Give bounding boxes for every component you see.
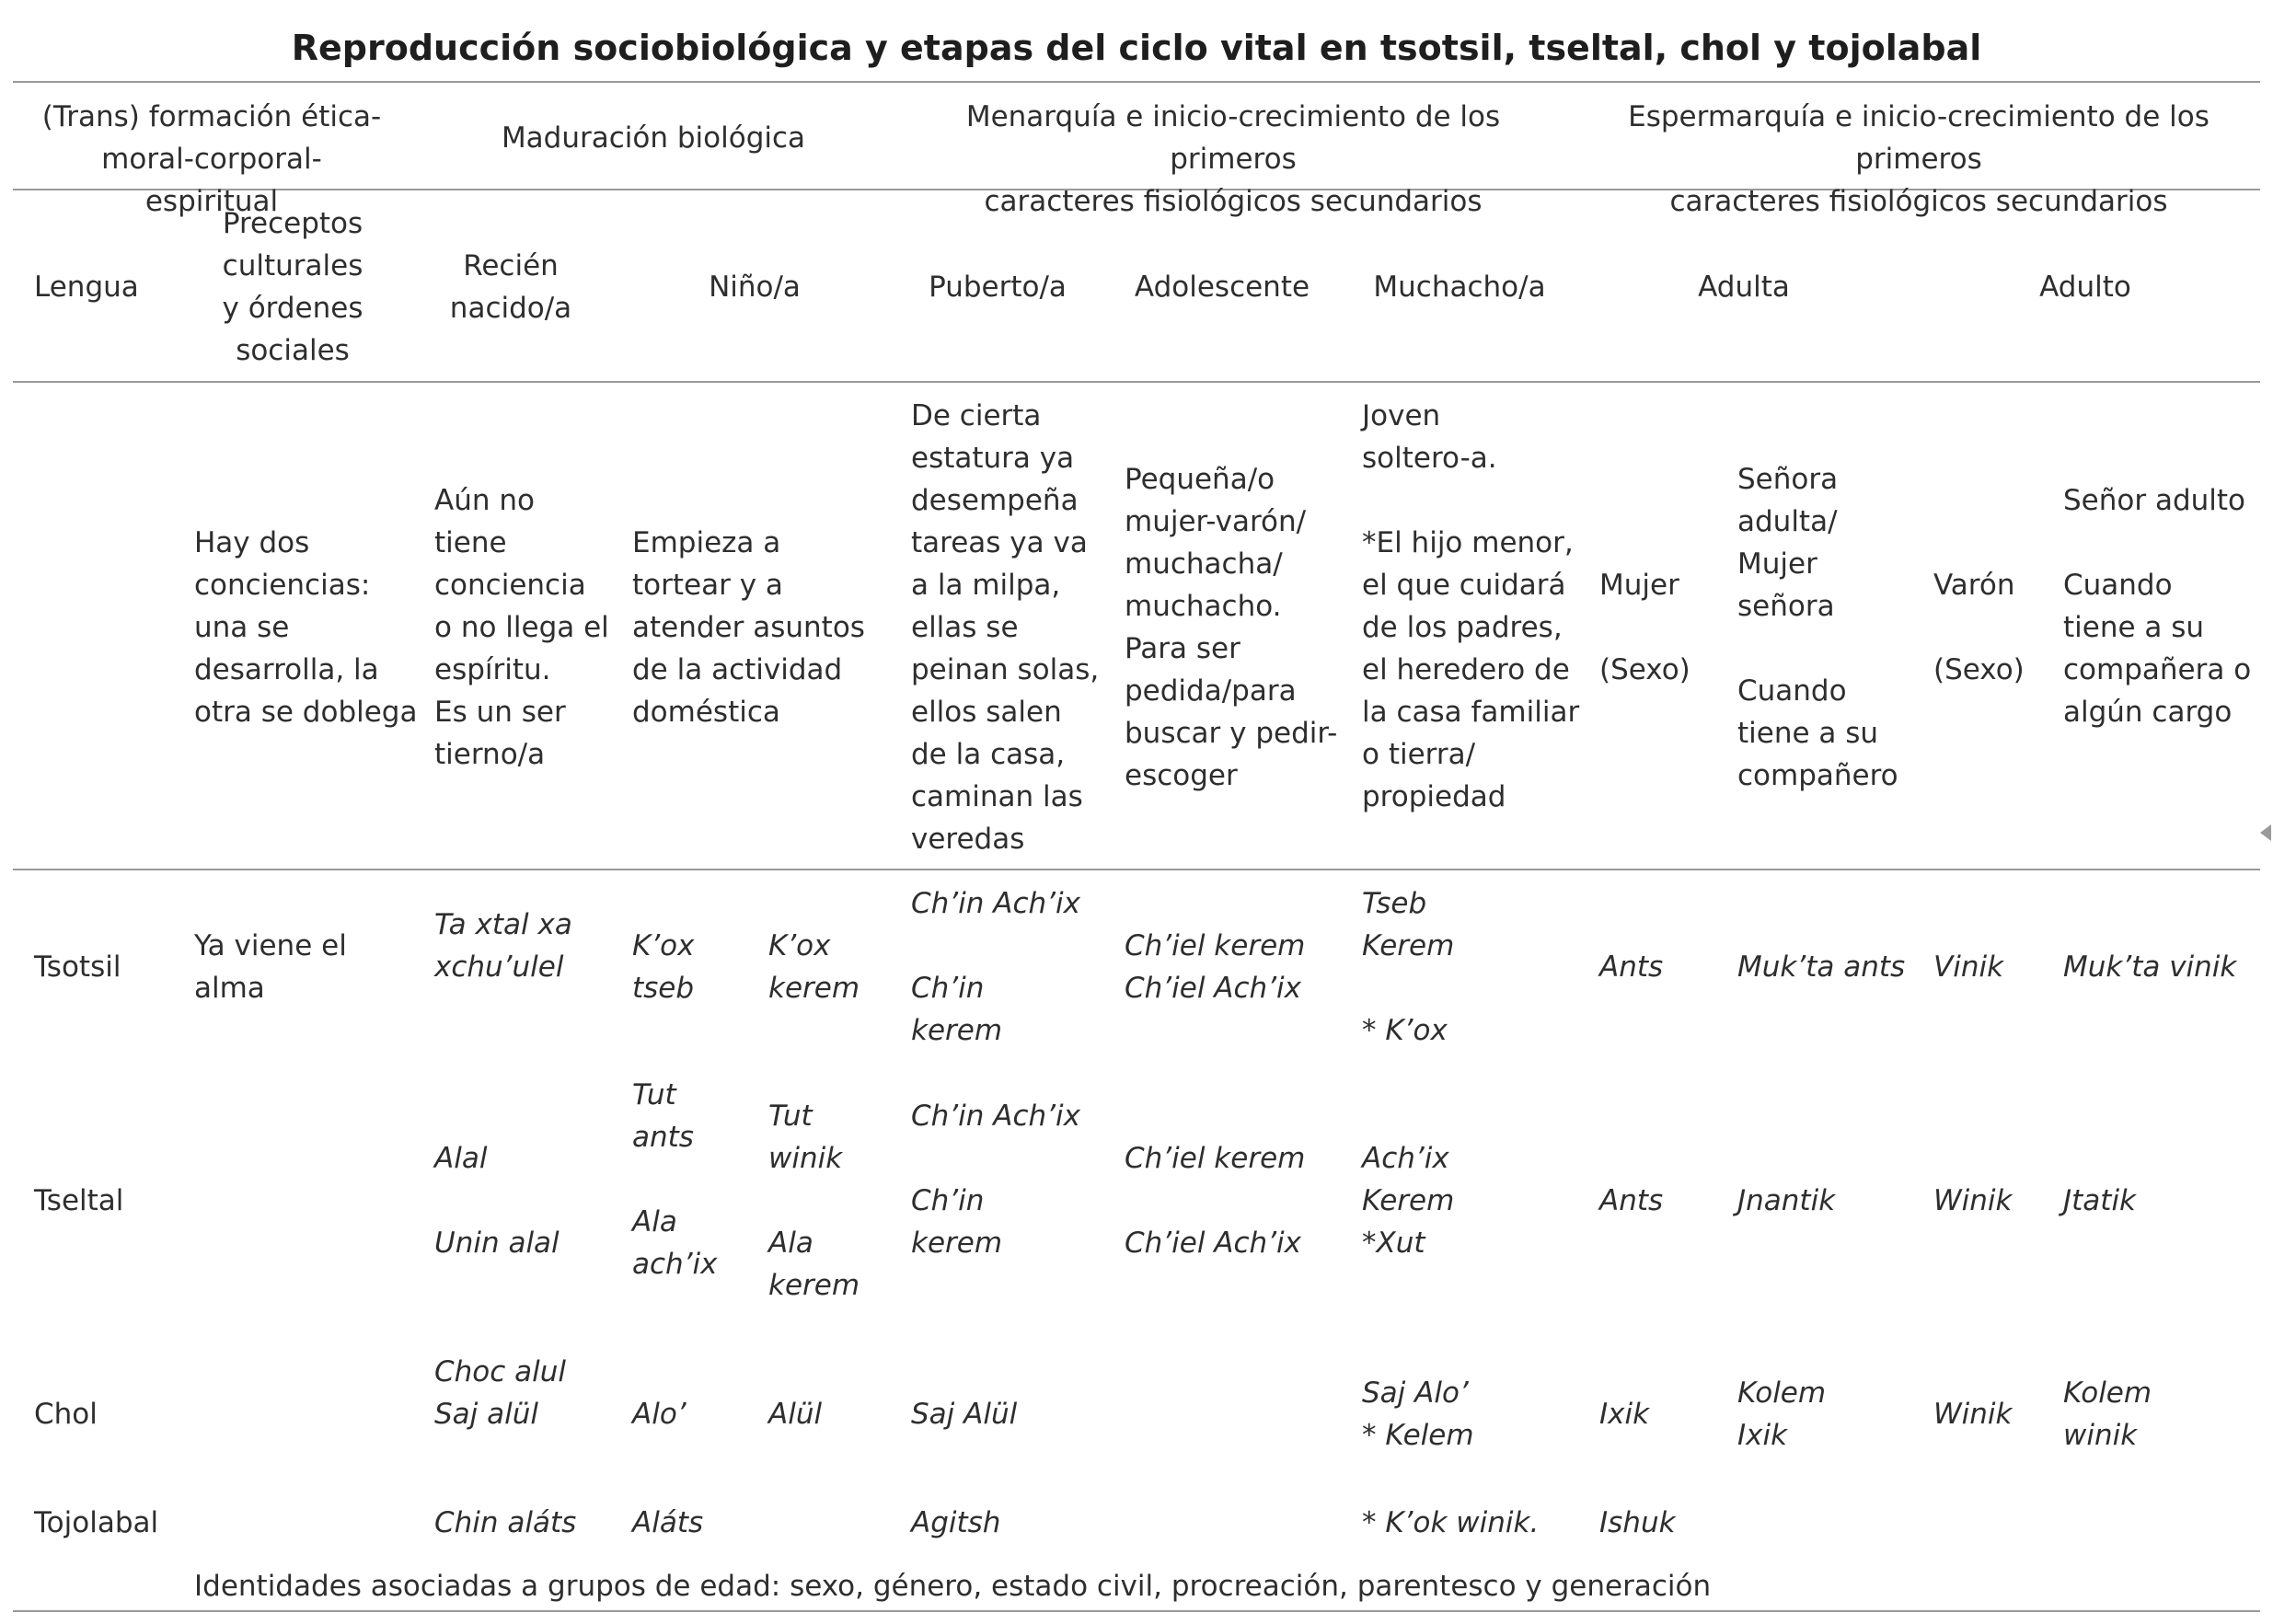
row-tsotsil-nina: K’ox tseb	[632, 929, 695, 1005]
desc-muchacho: Joven soltero-a. *El hijo menor, el que cuidará de los padres, el heredero de la casa familiar o tierra/ propiedad	[1362, 399, 1580, 813]
row-tseltal-adulta: Jnantik	[1737, 1184, 1836, 1217]
row-tojolabal-nina: Aláts	[632, 1506, 704, 1539]
rule-bottom	[13, 1610, 2260, 1612]
header-lengua: Lengua	[34, 271, 139, 304]
header-adulto: Adulto	[2039, 271, 2131, 304]
row-tsotsil-adolescente: Ch’iel kerem Ch’iel Ach’ix	[1125, 929, 1306, 1005]
row-chol-muchacho: Saj Alo’ * Kelem	[1362, 1376, 1474, 1452]
row-tsotsil-nino: K’ox kerem	[768, 929, 860, 1005]
row-tojolabal-puberto: Agitsh	[911, 1506, 1001, 1539]
row-chol-nina: Alo’	[632, 1398, 687, 1431]
row-tsotsil-mujer: Ants	[1599, 950, 1664, 984]
rule-headers	[13, 381, 2260, 383]
row-chol-nino: Alül	[768, 1398, 823, 1431]
row-tsotsil-muchacho: Tseb Kerem * K’ox	[1362, 887, 1455, 1047]
row-tojolabal-lengua: Tojolabal	[34, 1506, 159, 1539]
row-chol-puberto: Saj Alül	[911, 1398, 1018, 1431]
row-tsotsil-varon: Vinik	[1933, 950, 2004, 984]
row-tseltal-nino: Tut winik Ala kerem	[768, 1100, 860, 1302]
row-tseltal-muchacho: Ach’ix Kerem *Xut	[1362, 1142, 1455, 1260]
header-adulta: Adulta	[1698, 271, 1790, 304]
desc-adulta: Señora adulta/ Mujer señora Cuando tiene a su compañero	[1737, 463, 1898, 792]
desc-puberto: De cierta estatura ya desempeña tareas ya va a la milpa, ellas se peinan solas, ellos salen de la casa, caminan las veredas	[911, 399, 1100, 856]
desc-recien-nacido: Aún no tiene conciencia o no llega el espíritu. Es un ser tierno/a	[434, 484, 609, 771]
row-tsotsil-preceptos: Ya viene el alma	[194, 929, 347, 1005]
table-footnote: Identidades asociadas a grupos de edad: sexo, género, estado civil, procreación, parentesco y generación	[194, 1570, 1712, 1603]
header-adolescente: Adolescente	[1134, 271, 1310, 304]
header-puberto: Puberto/a	[929, 271, 1067, 304]
row-tsotsil-recien-nacido: Ta xtal xa xchu’ulel	[434, 908, 572, 984]
row-tseltal-puberto: Ch’in Ach’ix Ch’in kerem	[911, 1100, 1080, 1260]
row-chol-mujer: Ixik	[1599, 1398, 1650, 1431]
row-tseltal-mujer: Ants	[1599, 1184, 1664, 1217]
row-chol-adulto: Kolem winik	[2063, 1376, 2152, 1452]
row-tsotsil-lengua: Tsotsil	[34, 950, 121, 984]
row-tojolabal-recien-nacido: Chin aláts	[434, 1506, 577, 1539]
row-tsotsil-adulta: Muk’ta ants	[1737, 950, 1906, 984]
row-tsotsil-puberto: Ch’in Ach’ix Ch’in kerem	[911, 887, 1080, 1047]
row-chol-lengua: Chol	[34, 1398, 98, 1431]
row-tseltal-adolescente: Ch’iel kerem Ch’iel Ach’ix	[1125, 1142, 1306, 1260]
row-tseltal-adulto: Jtatik	[2063, 1184, 2137, 1217]
row-tseltal-nina: Tut ants Ala ach’ix	[632, 1078, 718, 1281]
row-tseltal-recien-nacido: Alal Unin alal	[434, 1142, 560, 1260]
group-etica: (Trans) formación ética- moral-corporal-espiritual	[41, 100, 382, 218]
header-recien-nacido: Recién nacido/a	[449, 249, 572, 325]
desc-adolescente: Pequeña/o mujer-varón/ muchacha/ muchacho. Para ser pedida/para buscar y pedir- escoger	[1125, 463, 1338, 792]
row-chol-recien-nacido: Choc alul Saj alül	[434, 1355, 567, 1431]
desc-mujer: Mujer (Sexo)	[1599, 569, 1690, 686]
rule-descriptions	[13, 869, 2260, 870]
row-chol-varon: Winik	[1933, 1398, 2013, 1431]
header-preceptos: Preceptos culturales y órdenes sociales	[222, 207, 363, 367]
table-title: Reproducción sociobiológica y etapas del ciclo vital en tsotsil, tseltal, chol y tojolabal	[291, 28, 1982, 68]
desc-nino: Empieza a tortear y a atender asuntos de la actividad doméstica	[632, 526, 865, 729]
group-maduracion: Maduración biológica	[501, 121, 806, 155]
margin-marker	[2260, 824, 2271, 841]
group-menarquia: Menarquía e inicio-crecimiento de los primeros caracteres fisiológicos secundarios	[965, 100, 1501, 218]
row-tsotsil-adulto: Muk’ta vinik	[2063, 950, 2237, 984]
row-chol-adulta: Kolem Ixik	[1737, 1376, 1827, 1452]
header-muchacho: Muchacho/a	[1373, 271, 1546, 304]
header-nino: Niño/a	[709, 271, 801, 304]
desc-preceptos: Hay dos conciencias: una se desarrolla, la otra se doblega	[194, 526, 418, 729]
rule-top	[13, 81, 2260, 83]
desc-adulto: Señor adulto Cuando tiene a su compañera o algún cargo	[2063, 484, 2252, 729]
group-espermarquia: Espermarquía e inicio-crecimiento de los primeros caracteres fisiológicos secundarios	[1628, 100, 2210, 218]
desc-varon: Varón (Sexo)	[1933, 569, 2025, 686]
row-tojolabal-mujer: Ishuk	[1599, 1506, 1676, 1539]
row-tseltal-lengua: Tseltal	[34, 1184, 124, 1217]
row-tojolabal-muchacho: * K’ok winik.	[1362, 1506, 1540, 1539]
row-tseltal-varon: Winik	[1933, 1184, 2013, 1217]
